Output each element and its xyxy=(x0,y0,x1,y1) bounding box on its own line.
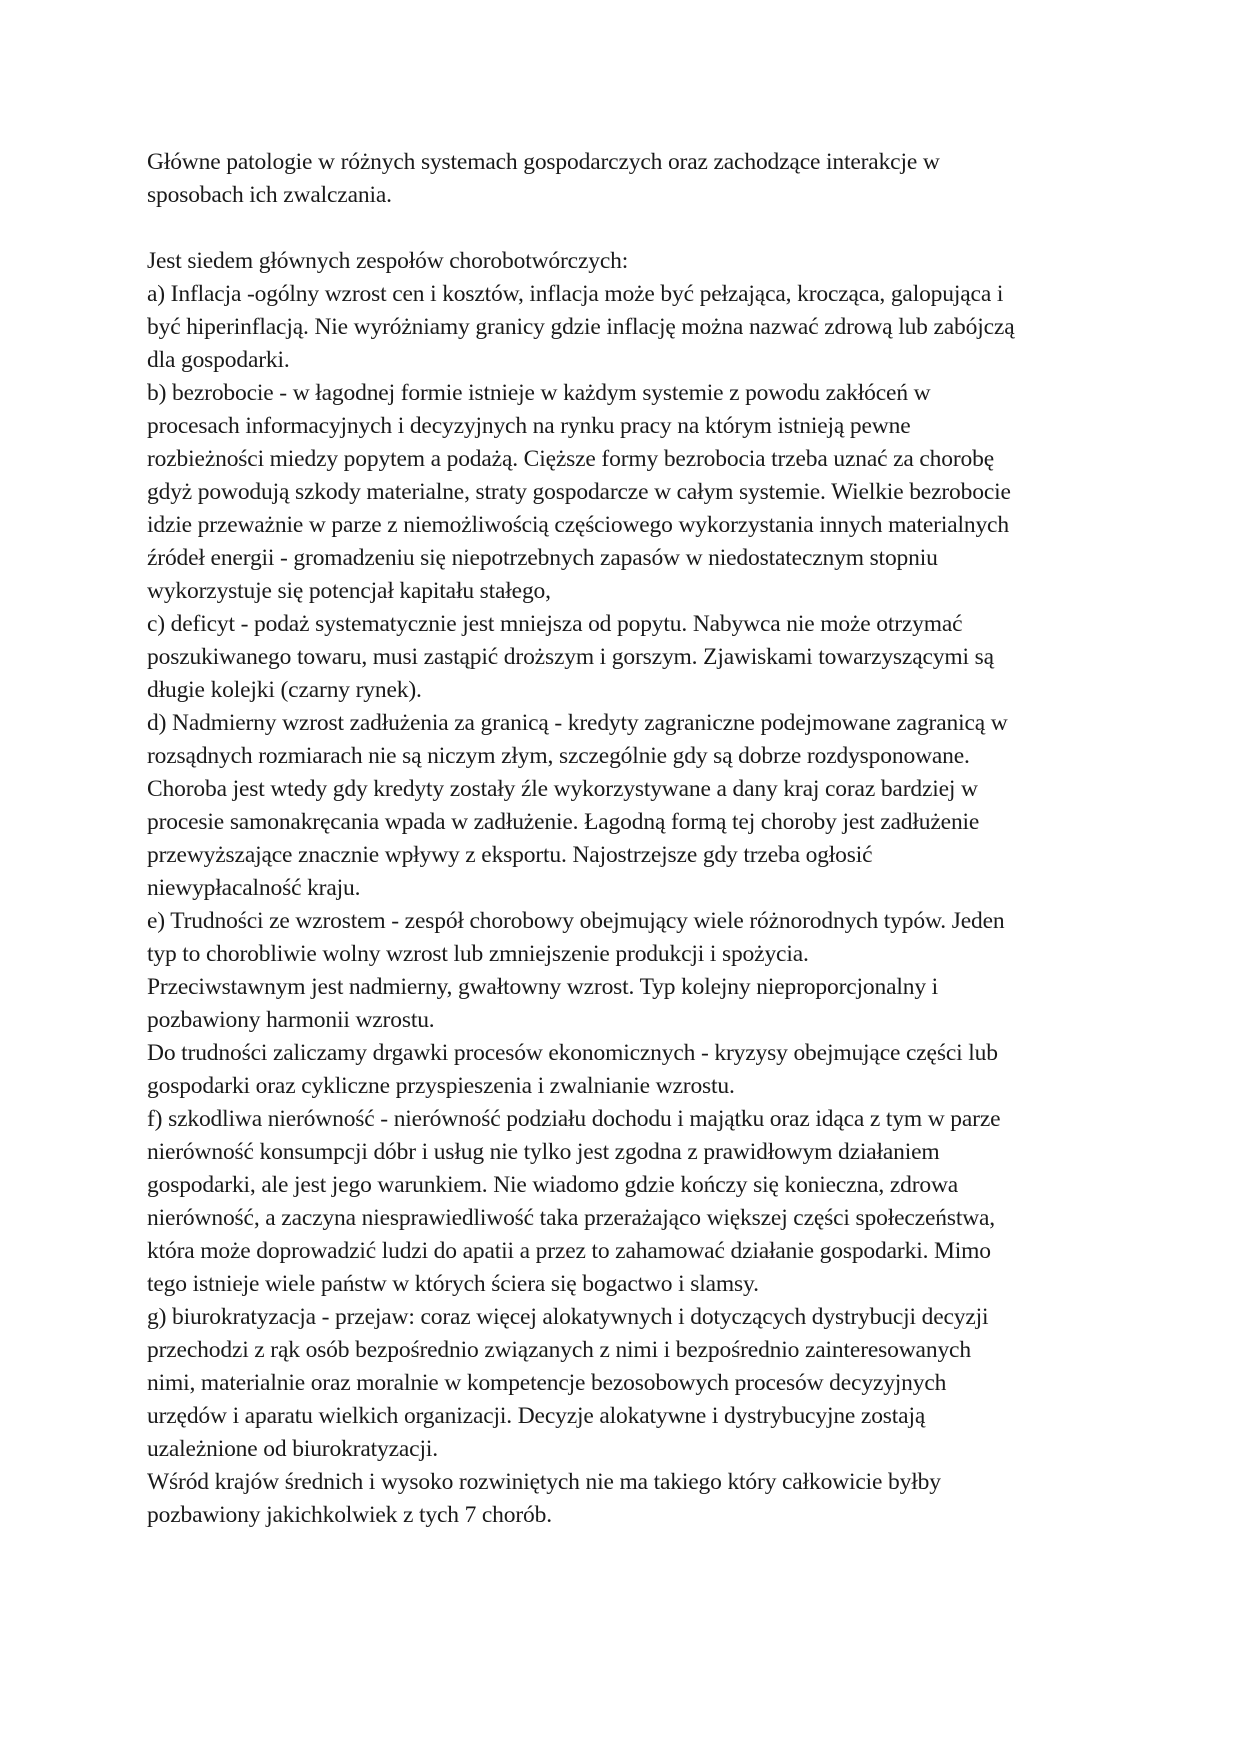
text-line: pozbawiony jakichkolwiek z tych 7 chorób. xyxy=(147,1502,552,1528)
text-line: urzędów i aparatu wielkich organizacji. Decyzje alokatywne i dystrybucyjne zostają xyxy=(147,1403,926,1429)
text-line: nierówność konsumpcji dóbr i usług nie tylko jest zgodna z prawidłowym działaniem xyxy=(147,1139,940,1165)
text-line: tego istnieje wiele państw w których ściera się bogactwo i slamsy. xyxy=(147,1271,759,1297)
text-line: niewypłacalność kraju. xyxy=(147,875,361,901)
text-line: Wśród krajów średnich i wysoko rozwiniętych nie ma takiego który całkowicie byłby xyxy=(147,1469,941,1495)
text-line: gdyż powodują szkody materialne, straty gospodarcze w całym systemie. Wielkie bezrobocie xyxy=(147,479,1011,505)
text-line: procesach informacyjnych i decyzyjnych na rynku pracy na którym istnieją pewne xyxy=(147,413,911,439)
text-line: a) Inflacja -ogólny wzrost cen i kosztów, inflacja może być pełzająca, krocząca, galopująca i xyxy=(147,281,1004,307)
text-line: przewyższające znacznie wpływy z eksportu. Najostrzejsze gdy trzeba ogłosić xyxy=(147,842,873,868)
text-line: gospodarki, ale jest jego warunkiem. Nie wiadomo gdzie kończy się konieczna, zdrowa xyxy=(147,1172,959,1198)
text-line: uzależnione od biurokratyzacji. xyxy=(147,1436,438,1462)
title-line: sposobach ich zwalczania. xyxy=(147,182,392,208)
text-line: dla gospodarki. xyxy=(147,347,290,373)
paragraph-gap xyxy=(147,212,1097,245)
text-line: wykorzystuje się potencjał kapitału stałego, xyxy=(147,578,551,604)
text-line: typ to chorobliwie wolny wzrost lub zmniejszenie produkcji i spożycia. xyxy=(147,941,809,967)
document-body xyxy=(147,146,1097,1532)
text-line: Choroba jest wtedy gdy kredyty zostały źle wykorzystywane a dany kraj coraz bardziej w xyxy=(147,776,978,802)
text-line: Do trudności zaliczamy drgawki procesów ekonomicznych - kryzysy obejmujące części lub xyxy=(147,1040,998,1066)
text-line: być hiperinflacją. Nie wyróżniamy granicy gdzie inflację można nazwać zdrową lub zabójczą xyxy=(147,314,1015,340)
text-line: g) biurokratyzacja - przejaw: coraz więcej alokatywnych i dotyczących dystrybucji decyzji xyxy=(147,1304,989,1330)
text-line: idzie przeważnie w parze z niemożliwością częściowego wykorzystania innych materialnych xyxy=(147,512,1009,538)
text-line: rozbieżności miedzy popytem a podażą. Cięższe formy bezrobocia trzeba uznać za chorobę xyxy=(147,446,995,472)
text-line: c) deficyt - podaż systematycznie jest mniejsza od popytu. Nabywca nie może otrzymać xyxy=(147,611,963,637)
text-line: e) Trudności ze wzrostem - zespół chorobowy obejmujący wiele różnorodnych typów. Jeden xyxy=(147,908,1005,934)
text-line: długie kolejki (czarny rynek). xyxy=(147,677,422,703)
text-line: Jest siedem głównych zespołów chorobotwórczych: xyxy=(147,248,629,274)
text-line: pozbawiony harmonii wzrostu. xyxy=(147,1007,435,1033)
text-line: źródeł energii - gromadzeniu się niepotrzebnych zapasów w niedostatecznym stopniu xyxy=(147,545,938,571)
text-line: Przeciwstawnym jest nadmierny, gwałtowny wzrost. Typ kolejny nieproporcjonalny i xyxy=(147,974,939,1000)
text-line: b) bezrobocie - w łagodnej formie istnieje w każdym systemie z powodu zakłóceń w xyxy=(147,380,931,406)
text-line: d) Nadmierny wzrost zadłużenia za granicą - kredyty zagraniczne podejmowane zagranicą w xyxy=(147,710,1008,736)
text-line: procesie samonakręcania wpada w zadłużenie. Łagodną formą tej choroby jest zadłużenie xyxy=(147,809,980,835)
text-line: nierówność, a zaczyna niesprawiedliwość taka przerażająco większej części społeczeństwa, xyxy=(147,1205,996,1231)
text-line: nimi, materialnie oraz moralnie w kompetencje bezosobowych procesów decyzyjnych xyxy=(147,1370,947,1396)
title-line: Główne patologie w różnych systemach gospodarczych oraz zachodzące interakcje w xyxy=(147,149,940,175)
text-line: gospodarki oraz cykliczne przyspieszenia i zwalnianie wzrostu. xyxy=(147,1073,735,1099)
text-line: rozsądnych rozmiarach nie są niczym złym, szczególnie gdy są dobrze rozdysponowane. xyxy=(147,743,970,769)
text-line: f) szkodliwa nierówność - nierówność podziału dochodu i majątku oraz idąca z tym w parze xyxy=(147,1106,1001,1132)
text-line: przechodzi z rąk osób bezpośrednio związanych z nimi i bezpośrednio zainteresowanych xyxy=(147,1337,971,1363)
text-line: która może doprowadzić ludzi do apatii a przez to zahamować działanie gospodarki. Mimo xyxy=(147,1238,991,1264)
text-line: poszukiwanego towaru, musi zastąpić droższym i gorszym. Zjawiskami towarzyszącymi są xyxy=(147,644,994,670)
